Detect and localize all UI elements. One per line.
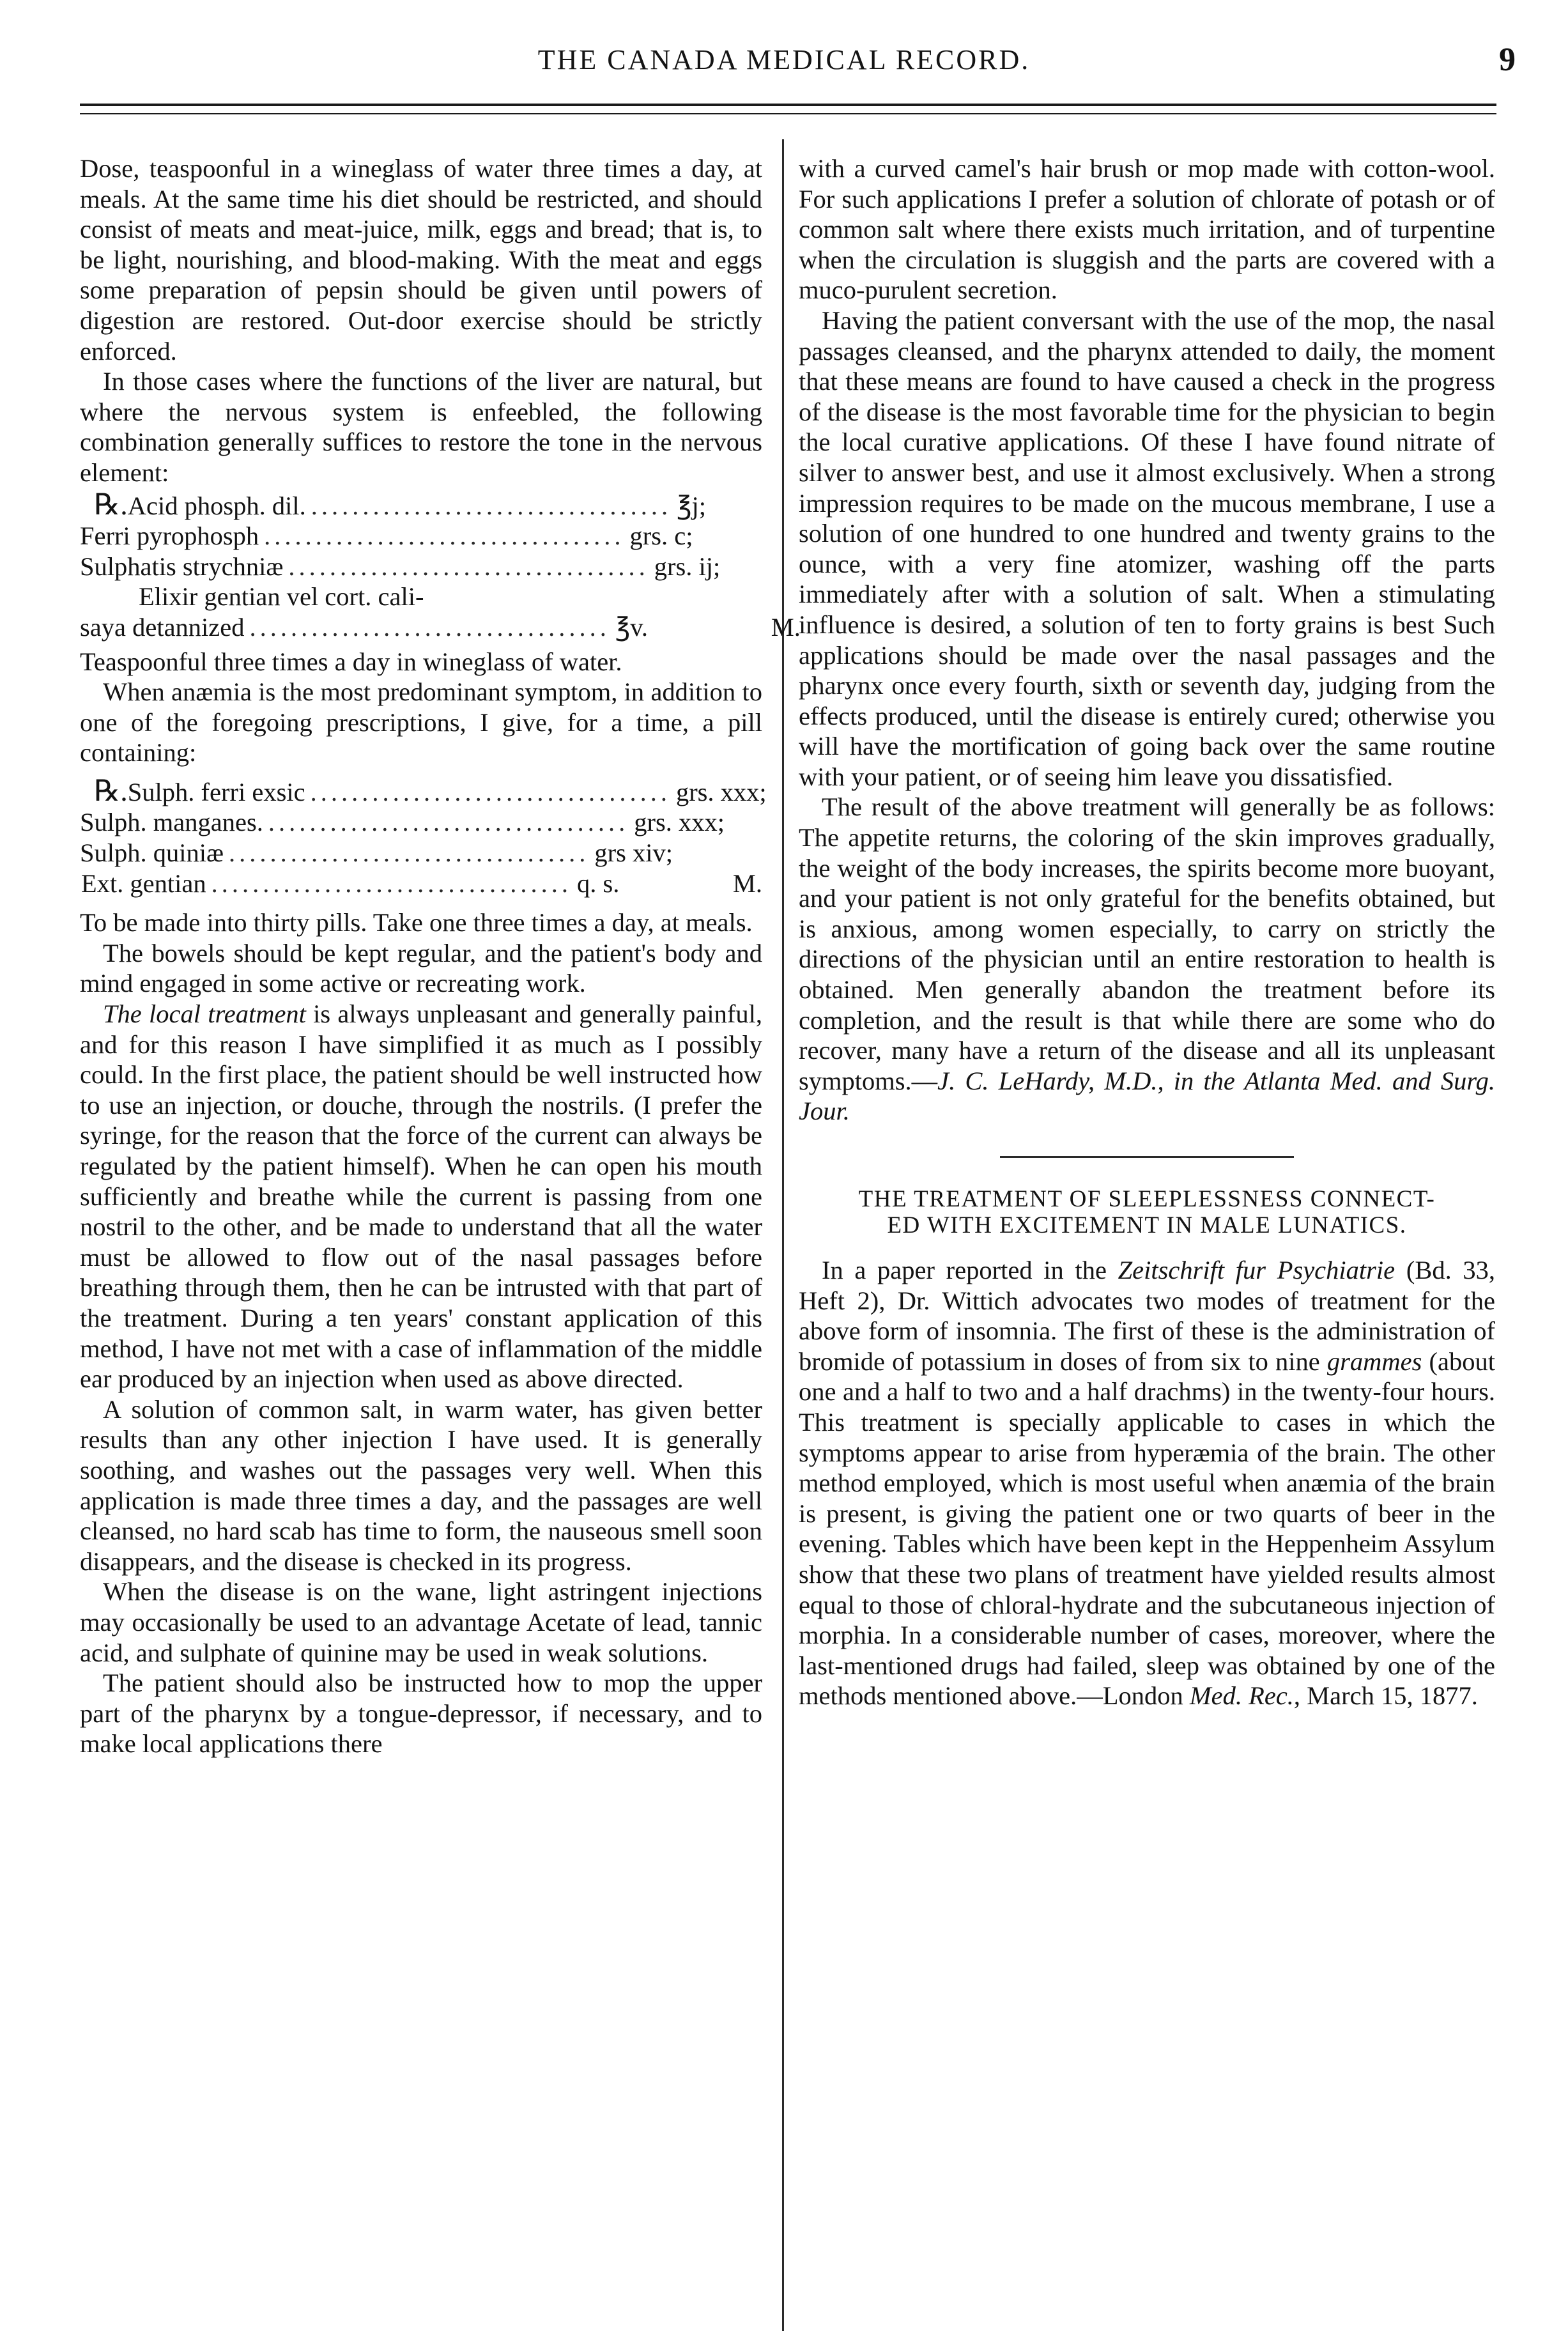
rx-drug: Sulphatis strychniæ bbox=[80, 551, 284, 581]
rx-line: Sulph. quiniæ ................................... grs xiv; bbox=[80, 838, 762, 868]
paragraph: A solution of common salt, in warm water, has given better results than any other injection I have used. It is generally soothing, and washes out the passages very well. When this application is made three times a day, and the passages are well cleansed, no hard scab has time to form, the nauseous smell soon disappears, and the disease is checked in its progress. bbox=[80, 1394, 762, 1576]
citation: J. C. LeHardy, M.D., in the Atlanta Med. and Surg. Jour. bbox=[799, 1066, 1495, 1126]
header-rule-thin bbox=[80, 113, 1496, 114]
rx-dose: grs. xxx; bbox=[634, 808, 725, 837]
rx-line: Sulph. manganes. ................................... grs. xxx; bbox=[80, 807, 762, 838]
paragraph: When anæmia is the most predominant symptom, in addition to one of the foregoing prescriptions, I give, for a time, a pill containing: bbox=[80, 677, 762, 767]
paragraph: The result of the above treatment will generally be as follows: The appetite returns, the coloring of the skin improves gradually, the weight of the body increases, the spirits become more buoyant, and your patient is not only grateful for the benefits obtained, but is anxious, among women especially, to carry on strictly the directions of the physician until an entire restoration to health is obtained. Men generally abandon the treatment before its completion, and the result is that while there are some who do recover, many have a return of the disease and all its unpleasant symptoms.—J. C. LeHardy, M.D., in the Atlanta Med. and Surg. Jour. bbox=[799, 792, 1495, 1126]
paragraph: In a paper reported in the Zeitschrift fur Psychiatrie (Bd. 33, Heft 2), Dr. Wittich advocates two modes of treatment for the above form of insomnia. The first of these is the administration of bromide of potassium in doses of from six to nine grammes (about one and a half to two and a half drachms) in the twenty-four hours. This treatment is specially applicable to cases in which the symptoms appear to arise from hyperæmia of the brain. The other method employed, which is most useful when anæmia of the brain is present, is giving the patient one or two quarts of beer in the evening. Tables which have been kept in the Heppenheim Assylum show that these two plans of treatment have yielded results almost equal to those of chloral-hydrate and the subcutaneous injection of morphia. In a considerable number of cases, moreover, where the last-mentioned drugs had failed, sleep was obtained by one of the methods mentioned above.—London Med. Rec., March 15, 1877. bbox=[799, 1256, 1496, 1711]
rx-drug: Ext. gentian bbox=[81, 868, 206, 898]
rx-mix-mark: M. bbox=[771, 612, 801, 642]
section-divider bbox=[1000, 1156, 1294, 1158]
paragraph: To be made into thirty pills. Take one three times a day, at meals. bbox=[80, 908, 753, 937]
prescription-1 bbox=[80, 488, 801, 643]
rx-mix-mark: M. bbox=[732, 868, 762, 898]
paragraph: In those cases where the functions of the liver are natural, but where the nervous system is enfeebled, the following combination generally suffices to restore the tone in the nervous element: bbox=[80, 367, 762, 487]
rx-line: Ferri pyrophosph ................................... grs. c; bbox=[80, 521, 762, 551]
rx-dose: grs. c; bbox=[629, 521, 693, 551]
page-number: 9 bbox=[1499, 42, 1516, 78]
header-rule-thick bbox=[80, 104, 1496, 106]
paragraph: with a curved camel's hair brush or mop made with cotton-wool. For such applications I prefer a solution of chlorate of potash or of common salt where there exists much irritation, and of turpentine when the circulation is sluggish and the parts are covered with a muco-purulent secretion. bbox=[799, 154, 1495, 305]
rx-line: ℞. Sulph. ferri exsic ................................... grs. xxx; bbox=[80, 776, 762, 808]
paragraph: The local treatment is always unpleasant and generally painful, and for this reason I have simplified it as much as I possibly could. In the first place, the patient should be well instructed how to use an injection, or douche, through the nostrils. (I prefer the syringe, for the reason that the force of the current can always be regulated by the patient himself). When he can open his mouth sufficiently and breathe while the current is passing from one nostril to the other, and be made to understand that all the water must be allowed to flow out of the nasal passages before breathing through them, then he can be intrusted with that part of the treatment. During a ten years' constant application of this method, I have not met with a case of inflammation of the middle ear produced by an injection when used as above directed. bbox=[80, 999, 762, 1394]
rx-drug: Sulph. ferri exsic bbox=[127, 777, 305, 806]
italic-word: grammes bbox=[1326, 1346, 1422, 1376]
paragraph: Having the patient conversant with the use of the mop, the nasal passages cleansed, and the pharynx attended to daily, the moment that these means are found to have caused a check in the progress of the disease is the most favorable time for the physician to begin the local curative applications. Of these I have found nitrate of silver to answer best, and use it almost exclusively. When a strong impression requires to be made on the mucous membrane, I use a solution of one hundred to one hundred and twenty grains to the ounce, with a very fine atomizer, washing off the parts immediately after with a solution of salt. When a stimulating influence is desired, a solution of ten to forty grains is best Such applications should be made over the nasal passages and the pharynx once every fourth, sixth or seventh day, judging from the effects produced, until the disease is entirely cured; otherwise you will have the mortification of going back over the same routine with your patient, or of seeing him leave you dissatisfied. bbox=[799, 305, 1495, 791]
source-title: Med. Rec. bbox=[1189, 1681, 1294, 1711]
rx-drug: Acid phosph. dil. bbox=[127, 491, 306, 520]
running-header bbox=[0, 43, 1568, 88]
paragraph: When the disease is on the wane, light astringent injections may occasionally be used to an advantage Acetate of lead, tannic acid, and sulphate of quinine may be used in weak solutions. bbox=[80, 1577, 762, 1667]
rx-dose: grs. xxx; bbox=[675, 777, 767, 806]
rx-line: ℞. Acid phosph. dil. ................................... ℥j; bbox=[80, 489, 762, 521]
rx-drug: Sulph. quiniæ bbox=[80, 838, 224, 868]
section-title: THE TREATMENT OF SLEEPLESSNESS CONNECT- ED WITH EXCITEMENT IN MALE LUNATICS. bbox=[858, 1186, 1436, 1238]
rx-line: Sulphatis strychniæ ................................... grs. ij; bbox=[80, 551, 762, 582]
journal-title: Zeitschrift fur Psychiatrie bbox=[1118, 1256, 1395, 1284]
rx-line: Ext. gentian ................................... q. s. M. bbox=[81, 868, 762, 898]
rx-drug: Ferri pyrophosph bbox=[80, 521, 259, 551]
rx-line: saya detannized ................................... ℥v. M. bbox=[80, 612, 801, 642]
right-column bbox=[799, 153, 1495, 1711]
rx-drug: Elixir gentian vel cort. cali- bbox=[139, 582, 424, 612]
prescription-2 bbox=[80, 774, 767, 898]
rx-drug: Sulph. manganes. bbox=[80, 808, 263, 837]
recipe-symbol: ℞. bbox=[94, 774, 128, 807]
italic-phrase: The local treatment bbox=[103, 999, 306, 1029]
rx-dose: grs xiv; bbox=[594, 838, 673, 868]
rx-line bbox=[80, 582, 762, 612]
paragraph: The bowels should be kept regular, and the patient's body and mind engaged in some active or recreating work. bbox=[80, 938, 762, 998]
rx-dose: ℥j; bbox=[677, 491, 707, 520]
paragraph: Dose, teaspoonful in a wineglass of water three times a day, at meals. At the same time his diet should be restricted, and should consist of meats and meat-juice, milk, eggs and bread; that is, to be light, nourishing, and blood-making. With the meat and eggs some preparation of pepsin should be given until powers of digestion are restored. Out-door exercise should be strictly enforced. bbox=[80, 154, 762, 366]
rx-dose: grs. ij; bbox=[654, 551, 721, 581]
rx-dose: ℥v. bbox=[615, 612, 649, 642]
column-divider bbox=[782, 139, 784, 2331]
paragraph: Teaspoonful three times a day in wineglass of water. bbox=[80, 647, 622, 676]
rx-drug: saya detannized bbox=[80, 612, 245, 642]
rx-dose: q. s. bbox=[577, 868, 620, 898]
paragraph: The patient should also be instructed how to mop the upper part of the pharynx by a tongue-depressor, if necessary, and to make local applications there bbox=[80, 1668, 762, 1759]
recipe-symbol: ℞. bbox=[94, 488, 128, 521]
left-column bbox=[80, 153, 801, 1759]
running-title: THE CANADA MEDICAL RECORD. bbox=[537, 44, 1031, 75]
